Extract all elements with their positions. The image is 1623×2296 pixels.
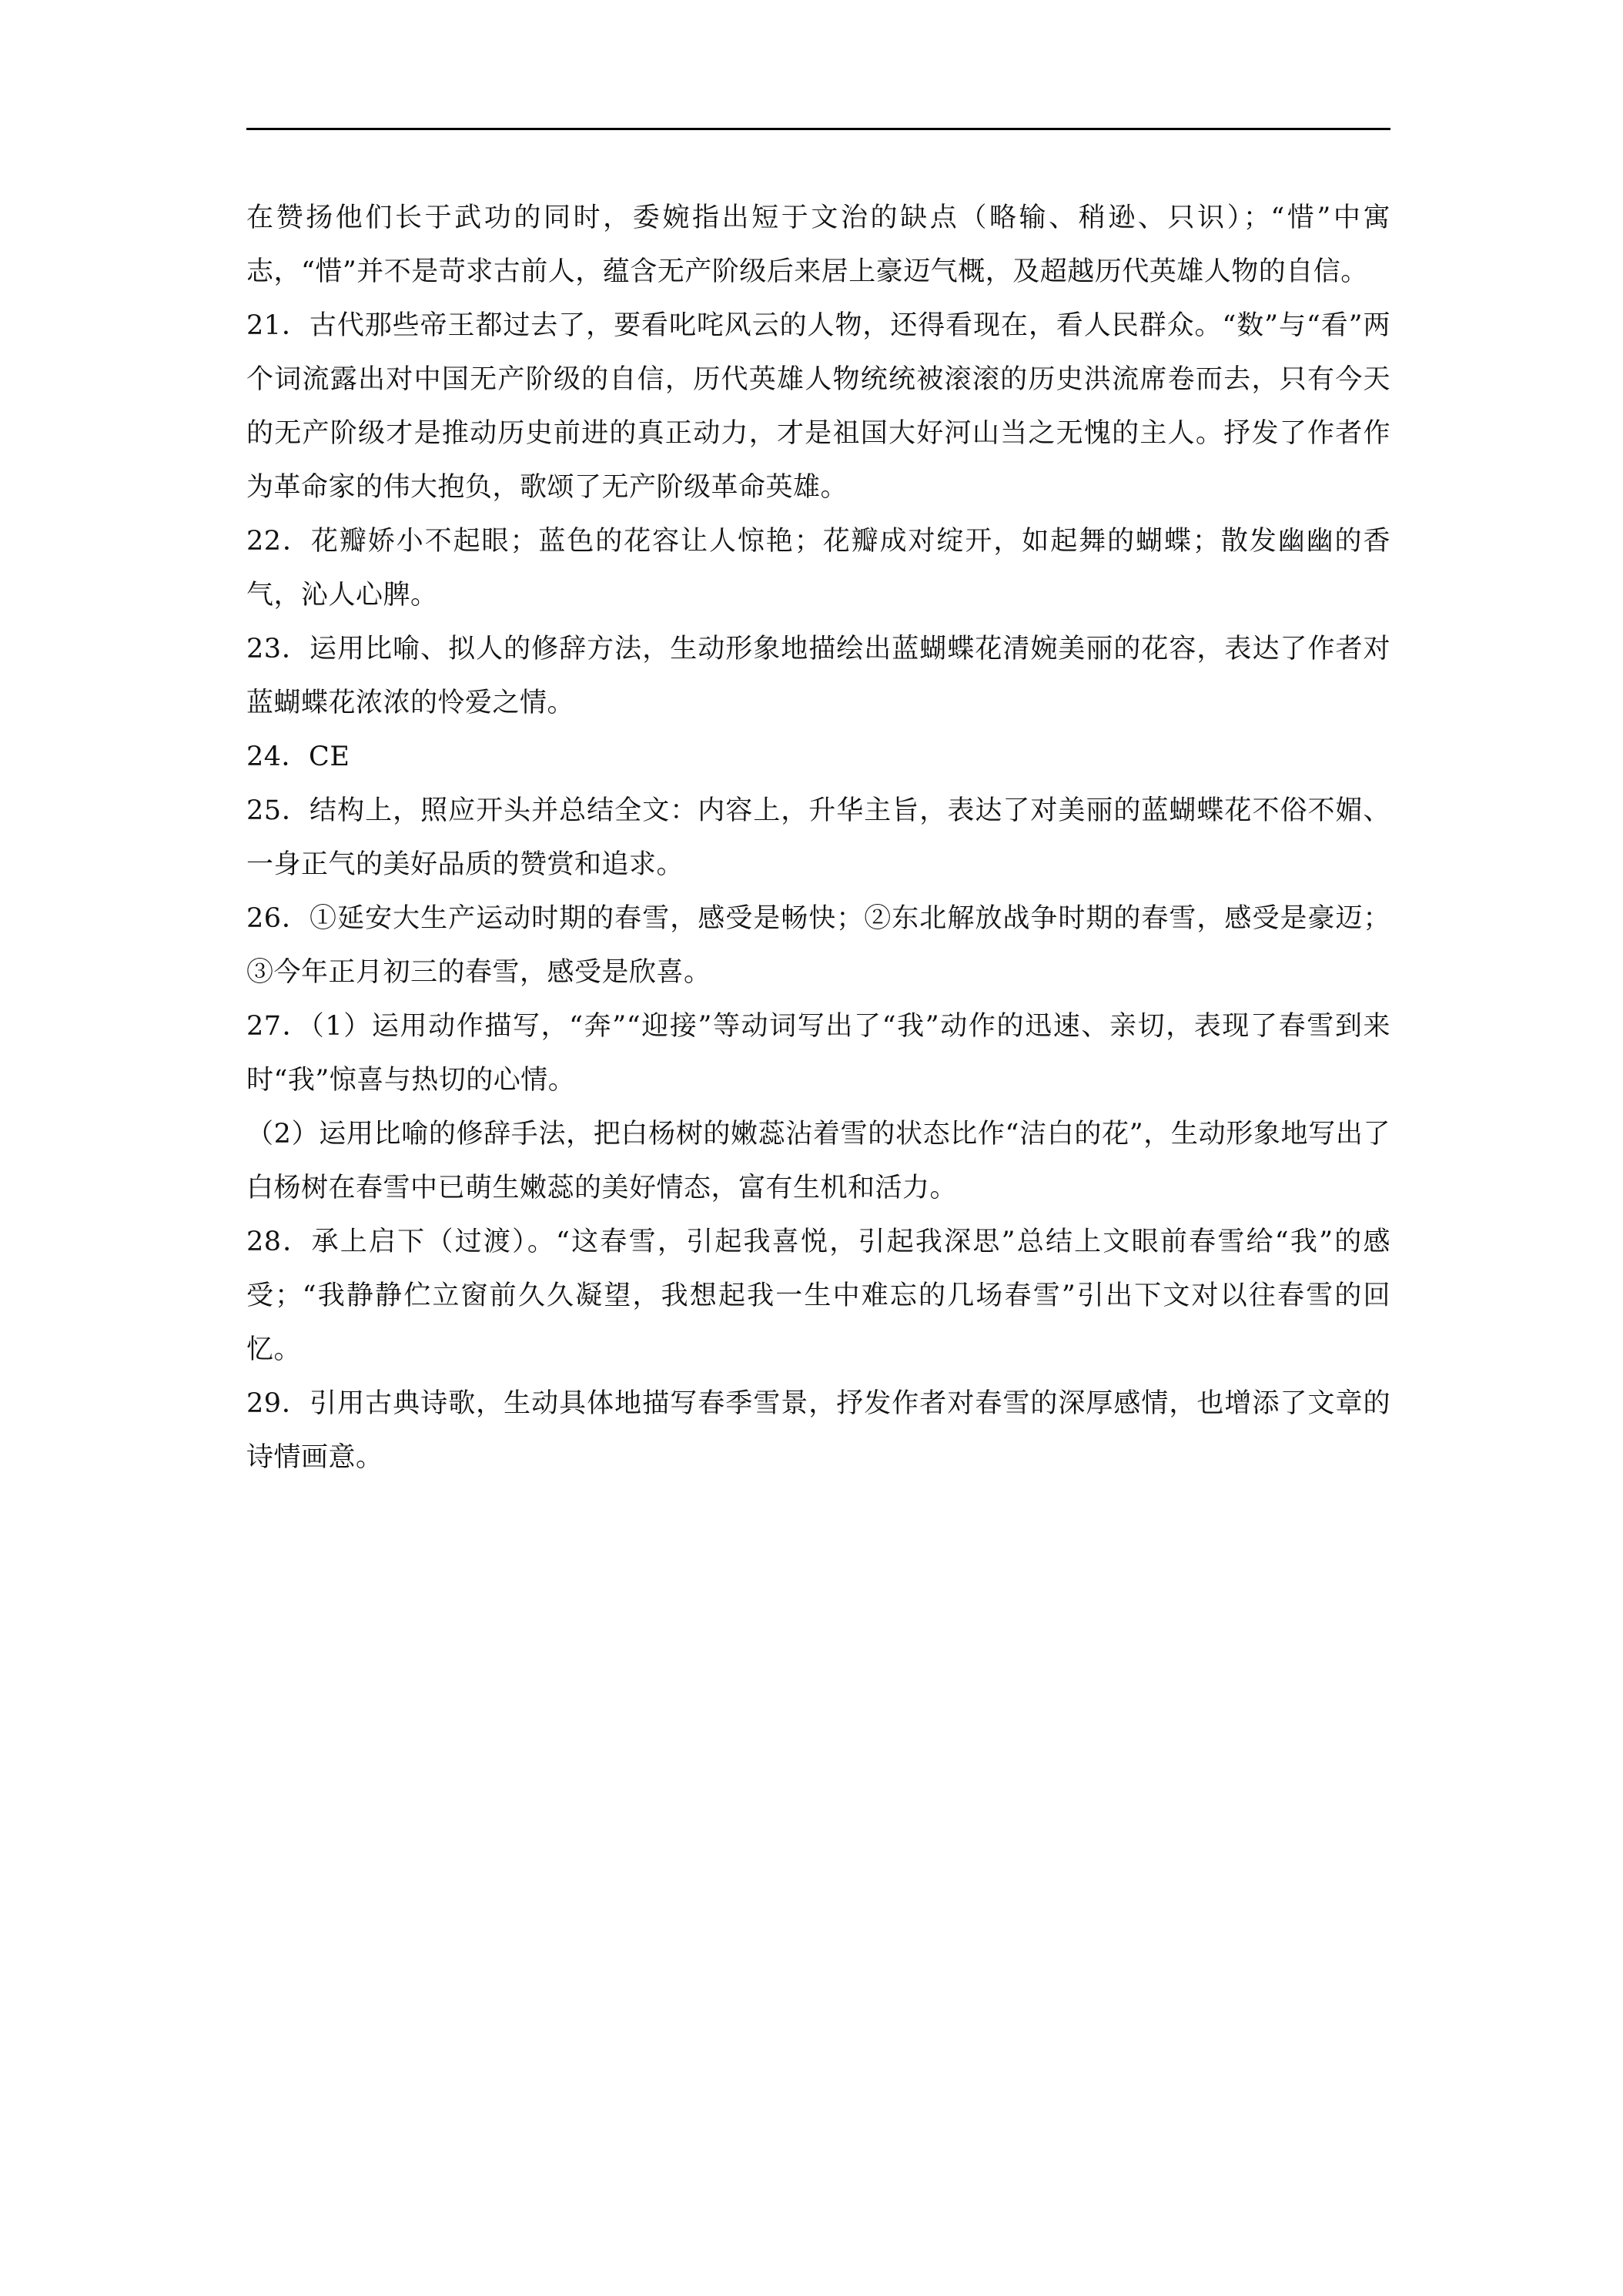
answer-28: 28．承上启下（过渡）。“这春雪，引起我喜悦，引起我深思”总结上文眼前春雪给“我”的感受；“我静静伫立窗前久久凝望，我想起我一生中难忘的几场春雪”引出下文对以往春雪的回忆。	[246, 1227, 1390, 1365]
answer-text-body	[246, 191, 1390, 1484]
answer-25: 25．结构上，照应开头并总结全文：内容上，升华主旨，表达了对美丽的蓝蝴蝶花不俗不媚、一身正气的美好品质的赞赏和追求。	[246, 795, 1390, 880]
answer-29: 29．引用古典诗歌，生动具体地描写春季雪景，抒发作者对春雪的深厚感情，也增添了文章的诗情画意。	[246, 1388, 1390, 1473]
header-rule	[246, 128, 1390, 130]
answer-27-part-1: 27．（1）运用动作描写，“奔”“迎接”等动词写出了“我”动作的迅速、亲切，表现了春雪到来时“我”惊喜与热切的心情。	[246, 1011, 1390, 1096]
answer-27-part-2: （2）运用比喻的修辞手法，把白杨树的嫩蕊沾着雪的状态比作“洁白的花”，生动形象地写出了白杨树在春雪中已萌生嫩蕊的美好情态，富有生机和活力。	[246, 1119, 1390, 1203]
answer-24: 24．CE	[246, 741, 350, 772]
answer-20-continuation: 在赞扬他们长于武功的同时，委婉指出短于文治的缺点（略输、稍逊、只识）；“惜”中寓志，“惜”并不是苛求古前人，蕴含无产阶级后来居上豪迈气概，及超越历代英雄人物的自信。	[246, 202, 1390, 287]
answer-22: 22．花瓣娇小不起眼；蓝色的花容让人惊艳；花瓣成对绽开，如起舞的蝴蝶；散发幽幽的香气，沁人心脾。	[246, 526, 1390, 611]
answer-26: 26．①延安大生产运动时期的春雪，感受是畅快；②东北解放战争时期的春雪，感受是豪迈；③今年正月初三的春雪，感受是欣喜。	[246, 903, 1390, 988]
answer-21: 21．古代那些帝王都过去了，要看叱咤风云的人物，还得看现在，看人民群众。“数”与“看”两个词流露出对中国无产阶级的自信，历代英雄人物统统被滚滚的历史洪流席卷而去，只有今天的无产阶级才是推动历史前进的真正动力，才是祖国大好河山当之无愧的主人。抒发了作者作为革命家的伟大抱负，歌颂了无产阶级革命英雄。	[246, 310, 1390, 503]
answer-23: 23．运用比喻、拟人的修辞方法，生动形象地描绘出蓝蝴蝶花清婉美丽的花容，表达了作者对蓝蝴蝶花浓浓的怜爱之情。	[246, 634, 1390, 718]
